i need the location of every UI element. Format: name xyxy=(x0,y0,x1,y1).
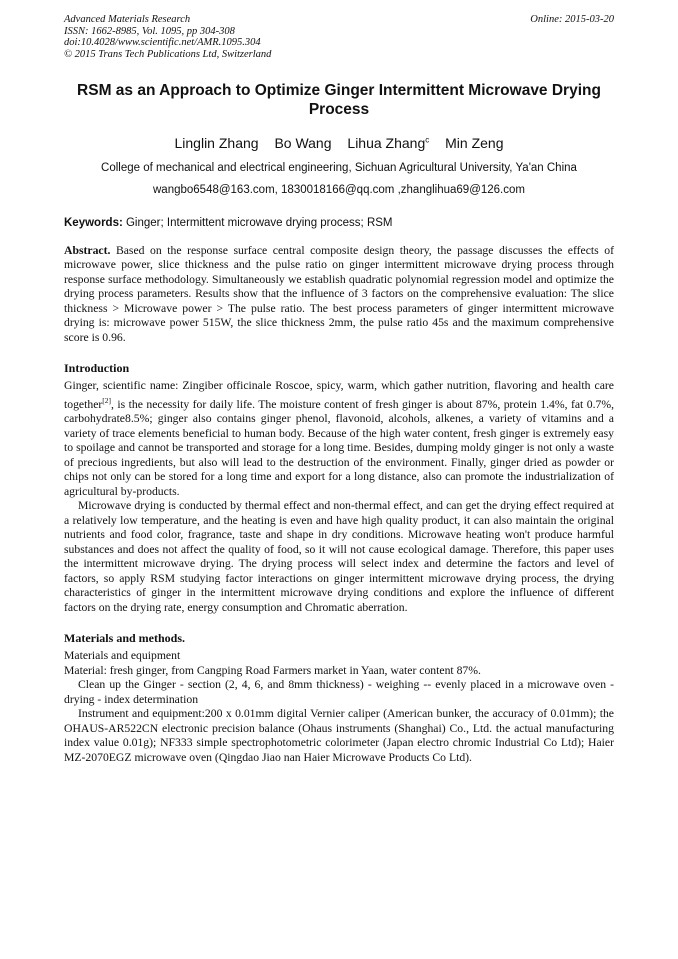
methods-steps: Clean up the Ginger - section (2, 4, 6, and 8mm thickness) - weighing -- evenly placed in a microwave oven - drying - index determination xyxy=(64,678,614,706)
journal-header xyxy=(64,14,614,60)
journal-name: Advanced Materials Research xyxy=(64,14,191,25)
intro-paragraph-1 xyxy=(64,379,614,499)
keywords-label: Keywords: xyxy=(64,216,123,229)
author-emails: wangbo6548@163.com, 1830018166@qq.com ,zhanglihua69@126.com xyxy=(153,183,525,196)
affiliation: College of mechanical and electrical engineering, Sichuan Agricultural University, Ya'an China xyxy=(101,161,577,174)
journal-copyright: © 2015 Trans Tech Publications Ltd, Switzerland xyxy=(64,48,272,60)
keywords xyxy=(64,216,614,230)
keywords-text: Ginger; Intermittent microwave drying process; RSM xyxy=(122,216,393,229)
author-2: Bo Wang xyxy=(274,134,332,151)
introduction-heading: Introduction xyxy=(64,361,130,376)
author-3-name: Lihua Zhang xyxy=(347,134,426,151)
author-1: Linglin Zhang xyxy=(174,134,259,151)
intro-p1-part-b: , is the necessity for daily life. The moisture content of fresh ginger is about 87%, protein 1.4%, fat 0.7%, carbohydrate8.5%; ginger also contains ginger phenol, flavonoid, alcohols, alkenes, a variety of vitamins and a variety of trace elements beneficial to human body. Because of the high water content, fresh ginger is extremely easy to spoilage and cannot be transported and storage for a long time. Besides, dumping moldy ginger is not only a waste of precious ingredients, but also will lead to the destruction of the environment. Finally, ginger dried as powder or chips not only can be stored for a long time and export for a long distance, also can promote the industrialization of agricultural by-products. xyxy=(64,397,614,498)
intro-p1-part-a: Ginger, scientific name: Zingiber officinale Roscoe, spicy, warm, which gather nutrition, flavoring and health care together xyxy=(64,379,614,411)
methods-heading: Materials and methods. xyxy=(64,631,185,646)
online-date: Online: 2015-03-20 xyxy=(530,14,614,25)
abstract xyxy=(64,244,614,346)
author-3 xyxy=(347,135,429,151)
abstract-text: Based on the response surface central composite design theory, the passage discusses the effects of microwave power, slice thickness and the pulse ratio on ginger intermittent microwave drying process through response surface methodology. Simultaneously we establish quadratic polynomial regression model and optimize the drying process parameters. Results show that the influence of 3 factors on the comprehensive evaluation: The slice thickness > Microwave power > The pulse ratio. The best process parameters of ginger intermittent microwave drying is: microwave power 515W, the slice thickness 2mm, the pulse ratio 45s and the maximum comprehensive score is 0.96. xyxy=(64,243,614,344)
author-list xyxy=(64,131,614,152)
journal-issn: ISSN: 1662-8985, Vol. 1095, pp 304-308 xyxy=(64,25,235,37)
methods-subheading: Materials and equipment xyxy=(64,649,181,663)
citation-ref: [2] xyxy=(102,395,112,405)
author-3-superscript: c xyxy=(425,135,430,144)
abstract-label: Abstract. xyxy=(64,243,111,257)
journal-doi: doi:10.4028/www.scientific.net/AMR.1095.304 xyxy=(64,37,261,48)
methods-instruments: Instrument and equipment:200 x 0.01mm digital Vernier caliper (American bunker, the accuracy of 0.01mm); the OHAUS-AR522CN electronic precision balance (Ohaus instruments (Shanghai) Co., Ltd. the actual manufacturing index value 0.01g); NF333 simple spectrophotometric colorimeter (Japan electro chromic Industrial Co Ltd); Haier MZ-2070EGZ microwave oven (Qingdao Jiao nan Haier Microwave Products Co Ltd). xyxy=(64,707,614,764)
author-4: Min Zeng xyxy=(445,134,504,151)
intro-paragraph-2: Microwave drying is conducted by thermal effect and non-thermal effect, and can get the drying effect required at a relatively low temperature, and the heating is even and have high quality product, it can also maintain the original nutrients and food color, fragrance, taste and shape in dry conditions. Microwave heating won't produce harmful substances and does not affect the quality of food, so it will not cause ecological damage. Therefore, this paper uses the intermittent microwave drying. The drying process will select index and determine the factors and level of factors, so apply RSM studying factor interactions on ginger intermittent microwave drying process, the drying characteristics of ginger in the intermittent microwave drying conditions and explore the influence of different factors on the drying rate, energy consumption and Chromatic aberration. xyxy=(64,499,614,614)
methods-material: Material: fresh ginger, from Cangping Road Farmers market in Yaan, water content 87%. xyxy=(64,663,481,677)
paper-title: RSM as an Approach to Optimize Ginger Intermittent Microwave Drying Process xyxy=(77,82,601,118)
